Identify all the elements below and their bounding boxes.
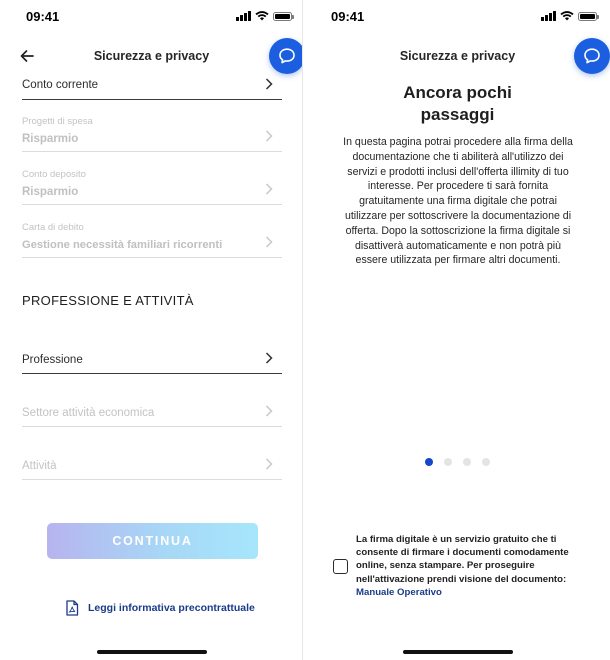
continue-button[interactable]: CONTINUA [47, 523, 258, 559]
description-line: interesse. Per procedere ti sarà fornita [367, 180, 549, 193]
signal-icon [541, 11, 556, 21]
consent-line: La firma digitale è un servizio gratuito che ti [356, 534, 557, 545]
description-line: servizi e prodotti inclusi dell'offerta illimity di tuo [347, 165, 569, 178]
section-title: PROFESSIONE E ATTIVITÀ [22, 293, 194, 308]
chevron-right-icon [264, 405, 274, 417]
right-screen [305, 0, 610, 660]
description-line: essere utilizzata per firmare altri documenti. [355, 254, 561, 267]
pagination-dot-4[interactable] [482, 458, 490, 466]
field-value: Gestione necessità familiari ricorrenti [22, 239, 223, 251]
manuale-operativo-link[interactable]: Manuale Operativo [356, 586, 442, 598]
page-title-line: Ancora pochi [403, 83, 512, 102]
field-placeholder: Settore attività economica [22, 407, 155, 419]
status-icons [236, 11, 292, 21]
field-placeholder: Attività [22, 460, 57, 472]
field-progetti-di-spesa[interactable] [22, 114, 282, 152]
field-carta-di-debito[interactable] [22, 220, 282, 258]
screen-divider [302, 0, 303, 660]
description-text [323, 135, 593, 268]
consent-line: consente di firmare i documenti comodamente [356, 547, 569, 559]
field-value: Conto corrente [22, 79, 99, 91]
field-label: Progetti di spesa [22, 116, 93, 127]
consent-text [356, 533, 593, 599]
field-label: Carta di debito [22, 222, 84, 233]
pdf-document-icon [65, 600, 79, 616]
info-link-label: Leggi informativa precontrattuale [88, 602, 255, 614]
status-icons [541, 11, 597, 21]
status-time: 09:41 [331, 9, 365, 24]
status-bar [0, 0, 303, 34]
home-indicator [97, 650, 207, 654]
field-attivita[interactable] [22, 454, 282, 480]
left-screen [0, 0, 303, 660]
field-professione[interactable] [22, 348, 282, 374]
field-value: Risparmio [22, 133, 79, 145]
chat-bubble-icon [582, 46, 602, 66]
pagination-dot-2[interactable] [444, 458, 452, 466]
battery-icon [273, 12, 292, 21]
status-time: 09:41 [26, 9, 60, 24]
header-title: Sicurezza e privacy [93, 49, 210, 63]
description-line: disattiverà automaticamente e non potrà più [354, 239, 562, 252]
chevron-right-icon [264, 130, 274, 142]
header-title: Sicurezza e privacy [399, 49, 516, 63]
chevron-right-icon [264, 458, 274, 470]
field-placeholder: Professione [22, 354, 83, 366]
pagination-dots [425, 458, 490, 466]
field-settore-attivita[interactable] [22, 401, 282, 427]
info-precontrattuale-link[interactable] [65, 600, 255, 616]
page-title [305, 82, 610, 126]
pagination-dot-3[interactable] [463, 458, 471, 466]
consent-line: nell'attivazione prendi visione del documento: [356, 573, 567, 585]
field-value: Risparmio [22, 186, 79, 198]
chevron-right-icon [264, 78, 274, 90]
chevron-right-icon [264, 352, 274, 364]
pagination-dot-1[interactable] [425, 458, 433, 466]
description-line: utilizzare per sottoscrivere la documentazione di [344, 209, 572, 222]
chat-button[interactable] [269, 38, 303, 74]
chat-bubble-icon [277, 46, 297, 66]
consent-checkbox[interactable] [333, 559, 348, 574]
page-title-line: passaggi [420, 105, 495, 124]
field-conto-deposito[interactable] [22, 167, 282, 205]
battery-icon [578, 12, 597, 21]
description-line: gratuitamente una firma digitale che potrai [359, 195, 557, 208]
wifi-icon [560, 11, 574, 21]
description-line: offerta. Dopo la sottoscrizione la firma digitale si [345, 224, 571, 237]
description-line: In questa pagina potrai procedere alla firma della [343, 136, 573, 148]
chevron-right-icon [264, 183, 274, 195]
consent-line: online, senza stampare. Per proseguire [356, 560, 535, 572]
home-indicator [403, 650, 513, 654]
field-label: Conto deposito [22, 169, 86, 180]
chat-button[interactable] [574, 38, 610, 74]
field-conto-corrente[interactable] [22, 74, 282, 100]
wifi-icon [255, 11, 269, 21]
description-line: documentazione che ti abiliterà all'utilizzo dei [352, 150, 564, 163]
signal-icon [236, 11, 251, 21]
status-bar [305, 0, 610, 34]
chevron-right-icon [264, 236, 274, 248]
